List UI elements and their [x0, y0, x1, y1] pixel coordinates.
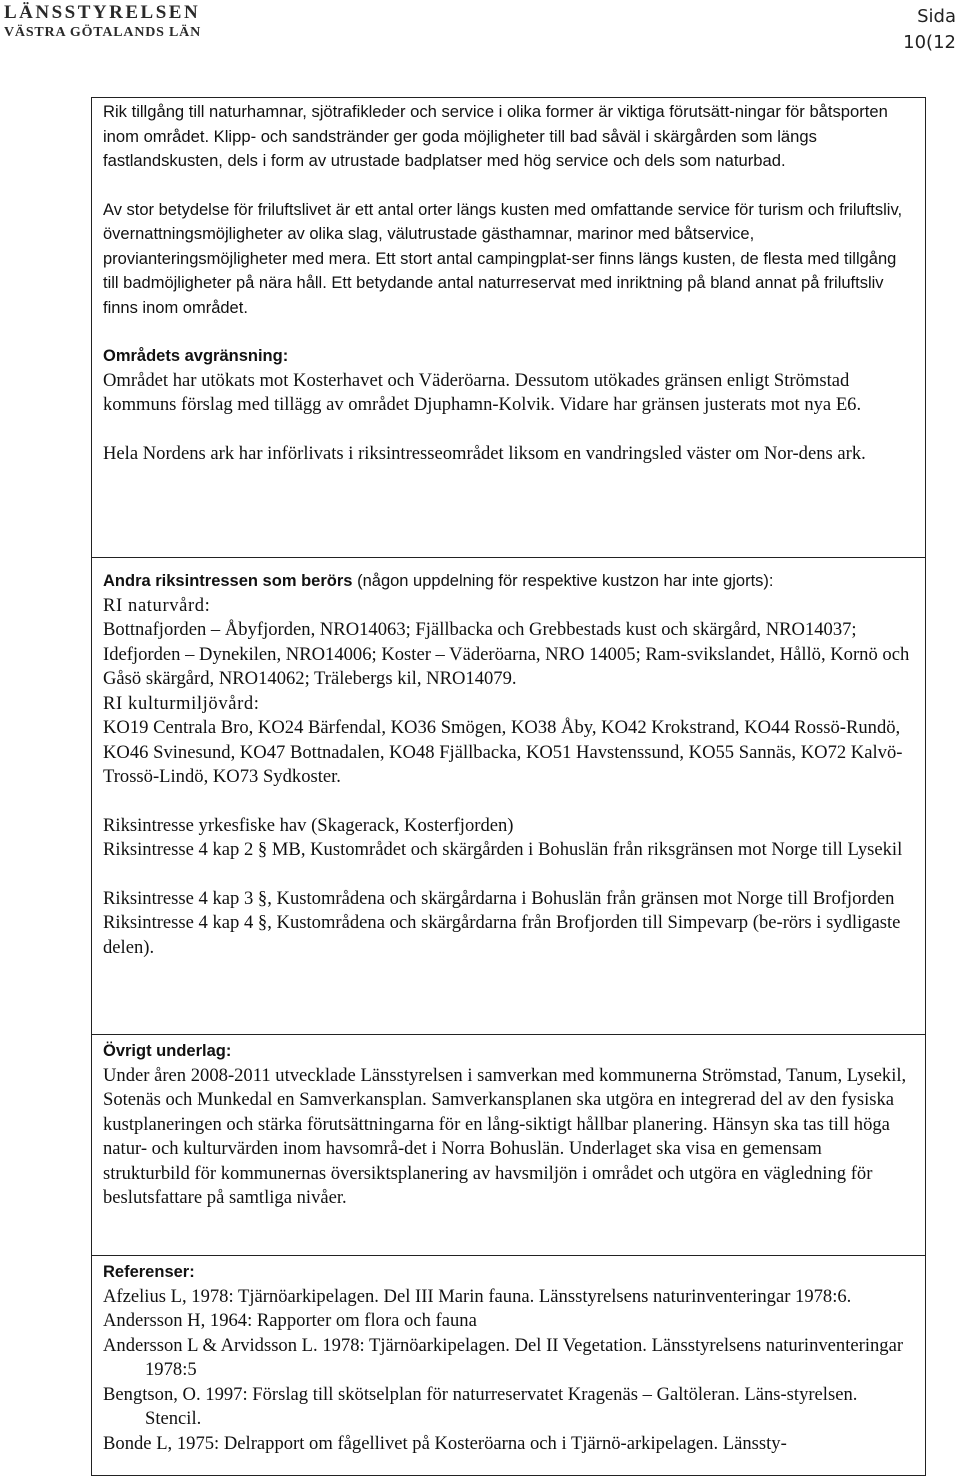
section-riksintressen	[92, 557, 925, 1034]
ri-naturvard-text: Bottnafjorden – Åbyfjorden, NRO14063; Fjällbacka och Grebbestads kust och skärgård, NRO14037; Idefjorden – Dynekilen, NRO14006; Koster – Väderöarna, NRO 14005; Ram-svikslandet, Hållö, Kornö och Gåsö skärgård, NRO14062; Trälebergs kil, NRO14079.	[103, 619, 910, 689]
reference-item: Andersson L & Arvidsson L. 1978: Tjärnöarkipelagen. Del II Vegetation. Länsstyrelsens naturinventeringar 1978:5	[103, 1334, 904, 1380]
reference-item: Andersson H, 1964: Rapporter om flora och fauna	[103, 1310, 477, 1331]
ri-kulturmiljovard-label: RI kulturmiljövård:	[103, 692, 260, 714]
heading-riksintressen-note: (någon uppdelning för respektive kustzon har inte gjorts):	[357, 572, 774, 590]
paragraph-boundary: Området har utökats mot Kosterhavet och Väderöarna. Dessutom utökades gränsen enligt Strömstad kommuns förslag med tillägg av området Djuphamn-Kolvik. Vidare har gränsen justerats mot nya E6.	[103, 369, 862, 415]
section-friluftsliv	[92, 98, 925, 557]
page-number: 10(12	[903, 32, 956, 53]
riksintresse-kap3: Riksintresse 4 kap 3 §, Kustområdena och skärgårdarna i Bohuslän från gränsen mot Norge till Brofjorden	[103, 887, 895, 909]
section-ovrigt-underlag	[92, 1034, 925, 1255]
heading-riksintressen: Andra riksintressen som berörs	[103, 572, 353, 590]
ri-kulturmiljovard-text: KO19 Centrala Bro, KO24 Bärfendal, KO36 Smögen, KO38 Åby, KO42 Krokstrand, KO44 Rossö-Rundö, KO46 Svinesund, KO47 Bottnadalen, KO48 Fjällbacka, KO51 Havstenssund, KO55 Sannäs, KO72 Kalvö-Trossö-Lindö, KO73 Sydkoster.	[103, 717, 903, 787]
riksintresse-kap2: Riksintresse 4 kap 2 § MB, Kustområdet och skärgården i Bohuslän från riksgränsen mot Norge till Lysekil	[103, 839, 903, 860]
ri-naturvard-label: RI naturvård:	[103, 594, 211, 616]
content-table	[91, 97, 926, 1476]
reference-item: Afzelius L, 1978: Tjärnöarkipelagen. Del III Marin fauna. Länsstyrelsens naturinventeringar 1978:6.	[103, 1285, 852, 1307]
page-number-block	[903, 4, 956, 56]
heading-riksintressen-row	[103, 569, 913, 594]
page-label: Sida	[917, 6, 956, 27]
heading-referenser: Referenser:	[103, 1263, 195, 1281]
paragraph-services: Av stor betydelse för friluftslivet är ett antal orter längs kusten med omfattande service för turism och friluftsliv, övernattningsmöjligheter av olika slag, välutrustade gästhamnar, marinor med båtservice, provianteringsmöjligheter med mera. Ett stort antal campingplat-ser finns längs kusten, de flesta med tillgång till badmöjligheter på nära håll. Ett betydande antal naturreservat med inriktning på bland annat på friluftsliv finns inom området.	[103, 200, 903, 317]
paragraph-nordens-ark: Hela Nordens ark har införlivats i riksintresseområdet liksom en vandringsled väster om Nor-dens ark.	[103, 442, 866, 464]
riksintresse-yrkesfiske: Riksintresse yrkesfiske hav (Skagerack, Kosterfjorden)	[103, 814, 514, 836]
heading-ovrigt-underlag: Övrigt underlag:	[103, 1042, 232, 1060]
section-referenser	[92, 1255, 925, 1476]
riksintresse-kap4: Riksintresse 4 kap 4 §, Kustområdena och skärgårdarna från Brofjorden till Simpevarp (be-rörs i sydligaste delen).	[103, 912, 901, 958]
heading-avgransning: Områdets avgränsning:	[103, 347, 289, 365]
reference-item: Bonde L, 1975: Delrapport om fågellivet på Kosteröarna och i Tjärnö-arkipelagen. Länssty-	[103, 1432, 787, 1454]
paragraph-samverkansplan: Under åren 2008-2011 utvecklade Länsstyrelsen i samverkan med kommunerna Strömstad, Tanum, Lysekil, Sotenäs och Munkedal en Samverkansplan. Samverkansplanen ska utgöra en integrerad del av den fysiska kustplaneringen och stärka förutsättningarna för en lång-siktigt hållbar planering. Hänsyn ska tas till höga natur- och kulturvärden inom havsområ-det i Norra Bohuslän. Underlaget ska visa en gemensam strukturbild för kommunernas översiktsplanering av havsmiljön i området och utgöra en vägledning för beslutsfattare på samtliga nivåer.	[103, 1064, 907, 1208]
agency-logo	[4, 2, 201, 42]
reference-item: Bengtson, O. 1997: Förslag till skötselplan för naturreservatet Kragenäs – Galtöleran. Läns-styrelsen. Stencil.	[103, 1383, 858, 1429]
logo-line-2: VÄSTRA GÖTALANDS LÄN	[4, 25, 201, 40]
paragraph-boating: Rik tillgång till naturhamnar, sjötrafikleder och service i olika former är viktiga förutsätt-ningar för båtsporten inom området. Klipp- och sandstränder ger goda möjligheter till bad såväl i skärgården som längs fastlandskusten, dels i form av utrustade badplatser med hög service och dels som naturbad.	[103, 102, 888, 170]
logo-line-1: LÄNSSTYRELSEN	[4, 2, 201, 23]
